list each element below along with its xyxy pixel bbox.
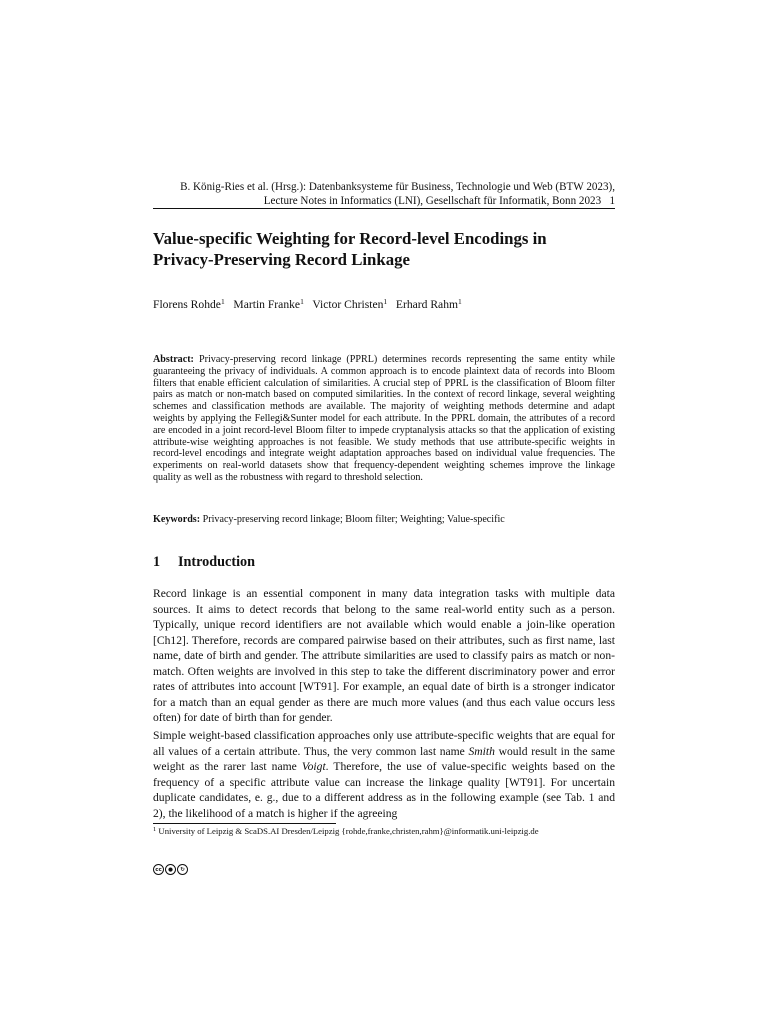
keywords-label: Keywords: (153, 514, 201, 525)
section-number: 1 (153, 554, 161, 570)
author-name: Victor Christen (312, 298, 384, 311)
abstract (153, 354, 615, 484)
header-line-1: B. König-Ries et al. (Hrsg.): Datenbanksysteme für Business, Technologie und Web (BTW 2023), (180, 181, 615, 193)
author-affiliation-mark: 1 (300, 297, 304, 306)
author-affiliation-mark: 1 (220, 297, 225, 306)
example-name-voigt: Voigt (301, 760, 326, 773)
header-line-2: Lecture Notes in Informatics (LNI), Gesellschaft für Informatik, Bonn 2023 1 (263, 194, 615, 207)
paper-page (153, 0, 615, 1024)
footnote (153, 826, 623, 836)
header-rule (153, 208, 615, 209)
intro-paragraph-2: Simple weight-based classification approaches only use attribute-specific weights that are equal for all values of a certain attribute. Thus, the very common last name Smith would result in the same weight as the rarer last name Voigt. Therefore, the use of value-specific weights based on the frequency of a specific attribute value can increase the linkage quality [WT91]. For uncertain duplicate candidates, e. g., due to a different address as in the following example (see Tab. 1 and 2), the likelihood of a match is higher if the agreeing (153, 729, 615, 820)
keywords-text: Privacy-preserving record linkage; Bloom filter; Weighting; Value-specific (202, 514, 505, 525)
footnote-mark: 1 (153, 826, 157, 833)
abstract-text: Privacy-preserving record linkage (PPRL) determines records representing the same entity while guaranteeing the privacy of individuals. A common approach is to encode plaintext data of records into Bloom filters that enable efficient calculation of similarities. A crucial step of PPRL is the classification of Bloom filter pairs as match or non-match based on computed similarities. In the context of record linkage, several weighting schemes and classification methods are available. The majority of weighting methods determine and adapt weights by applying the Fellegi&Sunter model for each attribute. In the PPRL domain, the attributes of a record are encoded in a joint record-level Bloom filter to impede cryptanalysis attacks so that the application of existing attribute-wise weighting approaches is not feasible. We study methods that use attribute-specific weights in record-level encodings and integrate weight adaptation approaches based on individual value frequencies. The experiments on real-world datasets show that frequency-dependent weighting schemes improve the linkage quality as well as the robustness with regard to threshold selection. (153, 354, 615, 483)
author-name: Florens Rohde (153, 298, 221, 311)
intro-paragraph-1: Record linkage is an essential component in many data integration tasks with multiple data sources. It aims to detect records that belong to the same real-world entity such as a person. Typically, unique record identifiers are not available which would enable a join-like operation [Ch12]. Therefore, records are compared pairwise based on their attributes, such as first name, last name, date of birth and gender. The attribute similarities are used to classify pairs as match or non-match. Often weights are involved in this step to take the different discriminatory power and error rates of attributes into account [WT91]. For example, an equal date of birth is a stronger indicator for a match than an equal gender as there are much more values (and thus each value occurs less often) for date of birth than for gender. (153, 587, 615, 724)
example-name-smith: Smith (468, 744, 495, 758)
author-affiliation-mark: 1 (383, 297, 388, 306)
attribution-icon: ● (165, 864, 176, 875)
section-title: Introduction (178, 554, 255, 570)
footnote-rule (153, 823, 336, 824)
license-badge (153, 864, 188, 875)
author-list (153, 297, 615, 311)
section-heading (153, 554, 615, 571)
footnote-text: University of Leipzig & ScaDS.AI Dresden/Leipzig {rohde,franke,christen,rahm}@informatik.uni-leipzig.de (158, 826, 539, 836)
share-alike-icon: ↻ (177, 864, 188, 875)
page-number: 1 (609, 194, 615, 207)
author-affiliation-mark: 1 (458, 297, 462, 306)
cc-icon: cc (153, 864, 164, 875)
paper-title: Value-specific Weighting for Record-level Encodings in Privacy-Preserving Record Linkage (153, 229, 547, 269)
keywords (153, 514, 615, 525)
author-name: Martin Franke (233, 298, 301, 311)
abstract-label: Abstract: (153, 354, 194, 365)
author-name: Erhard Rahm (395, 298, 459, 311)
running-header (153, 181, 615, 208)
